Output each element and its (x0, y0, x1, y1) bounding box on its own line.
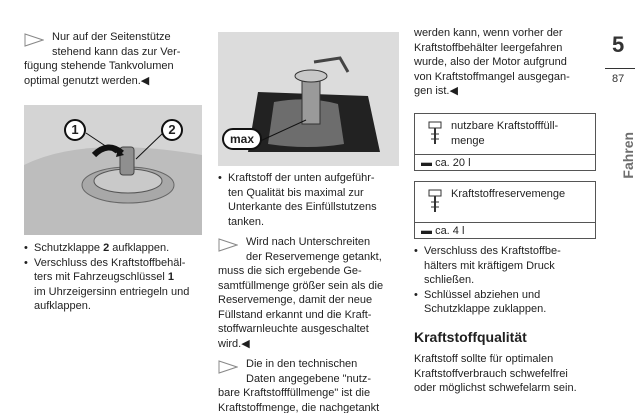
callout-leaders (24, 105, 202, 235)
note-side-stand (24, 30, 202, 88)
note-triangle-icon (218, 360, 238, 374)
note-reserve: Wird nach Unterschreiten der Reservemenge getankt, muss die sich ergebende Ge- samtfüllmenge größer sein als die Reservemenge, damit der neue Füllstand erkannt und die Kraft- stoffwarnleuchte ausgeschaltet wird.◀ (218, 236, 384, 350)
filler-neck-photo (218, 32, 399, 166)
column-2-text (218, 171, 398, 413)
note-line: optimal genutzt werden.◀ (24, 74, 150, 87)
note-triangle-icon (218, 238, 238, 252)
callout-1: 1 (64, 119, 86, 141)
fuel-gauge-icon (427, 188, 443, 214)
bullet-unlock-cap: • Verschluss des Kraftstoffbehäl- ters mit Fahrzeugschlüssel 1 im Uhrzeigersinn entriegeln und aufklappen. (24, 256, 202, 314)
note-line: fügung stehende Tankvolumen (24, 60, 174, 72)
note-triangle-icon (24, 33, 44, 47)
section-title: Fahren (619, 131, 636, 179)
bullet-open-flap: • Schutzklappe 2 aufklappen. (24, 241, 202, 256)
bullet-refuel: • Kraftstoff der unten aufgeführ- ten Qualität bis maximal zur Unterkante des Einfüllstutzens tanken. (218, 171, 398, 229)
callout-2: 2 (161, 119, 183, 141)
reserve-fuel-box: Kraftstoffreservemenge ▬ ca. 4 l (414, 181, 596, 239)
bullet-remove-key: • Schlüssel abziehen und Schutzklappe zuklappen. (414, 288, 596, 317)
note-line: Nur auf der Seitenstütze (52, 31, 171, 43)
page-number: 87 (612, 73, 625, 85)
column-1-bullets (24, 241, 202, 314)
note-usable-quantity: Die in den technischen Daten angegebene "nutz- bare Kraftstofffüllmenge" ist die Kraftstoffmenge, die nachgetankt (218, 358, 380, 413)
column-3-bullets (414, 244, 596, 317)
usable-fuel-value: ▬ ca. 20 l (415, 154, 595, 170)
chapter-number: 5 (612, 32, 625, 57)
chapter-divider (605, 68, 635, 69)
fuel-gauge-icon (427, 120, 443, 146)
fuel-quality-text: Kraftstoff sollte für optimalen Kraftstoffverbrauch schwefelfrei oder möglichst schwefelarm sein. (414, 353, 577, 394)
column-3-top: werden kann, wenn vorher der Kraftstoffbehälter leergefahren wurde, also der Motor aufgrund von Kraftstoffmangel ausgegan- gen ist.◀ (414, 27, 570, 97)
note-line: stehend kann das zur Ver- (52, 45, 181, 58)
column-1 (24, 30, 202, 88)
fuel-cap-photo (24, 105, 202, 235)
bullet-close-cap: • Verschluss des Kraftstoffbe- hälters mit kräftigem Druck schließen. (414, 244, 596, 288)
fuel-quality-heading: Kraftstoffqualität (414, 329, 527, 345)
max-label: max (222, 128, 262, 150)
reserve-fuel-value: ▬ ca. 4 l (415, 222, 595, 238)
usable-fuel-box: nutzbare Kraftstofffüll- menge ▬ ca. 20 l (414, 113, 596, 171)
